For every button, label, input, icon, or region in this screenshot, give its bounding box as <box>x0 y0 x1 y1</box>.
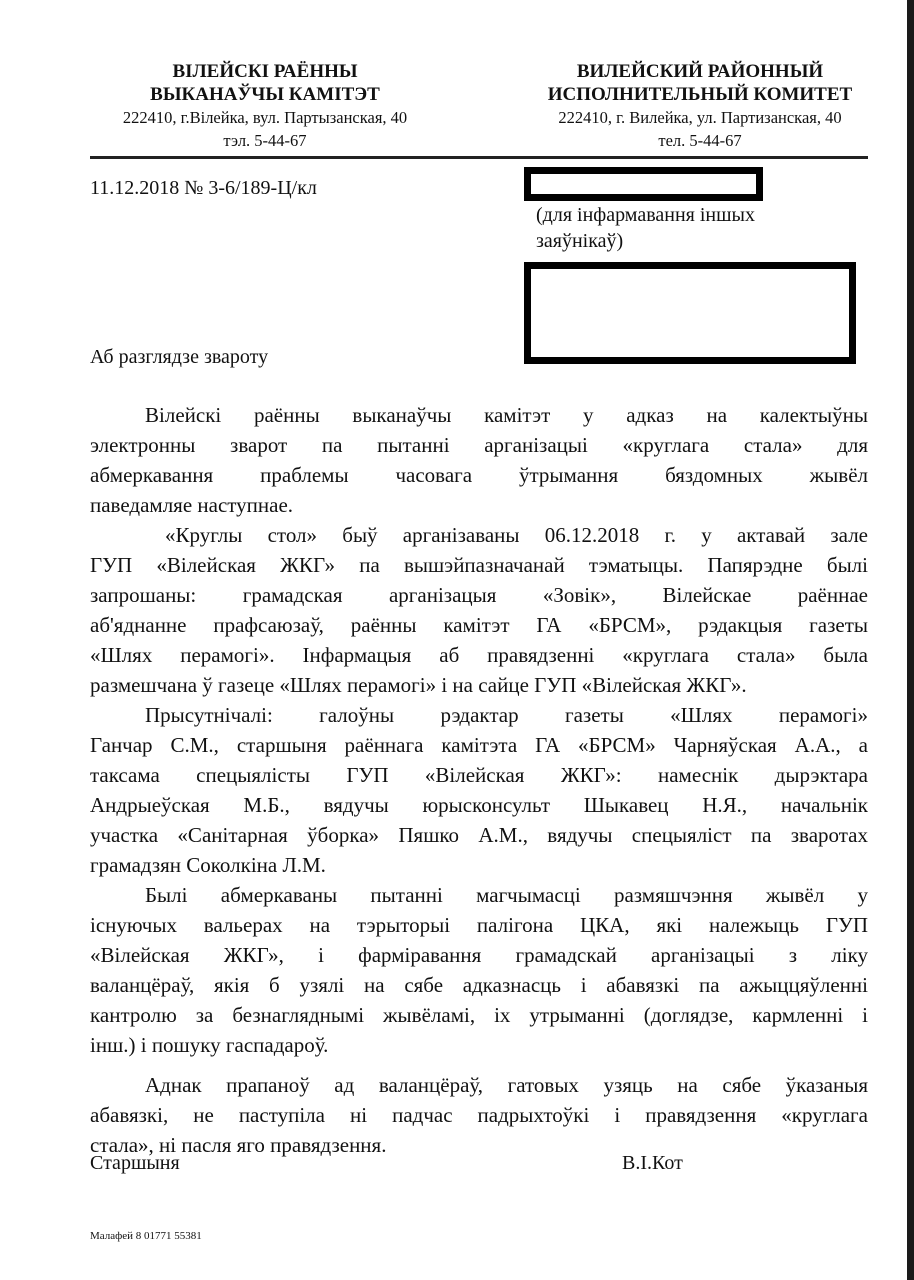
org-address: 222410, г. Вилейка, ул. Партизанская, 40 <box>558 108 842 127</box>
recipient-note-line: (для інфармавання іншых <box>536 204 755 226</box>
paragraph-line: абавязкі, не паступіла ні падчас падрыхтоўкі і правядзення «круглага <box>90 1103 868 1127</box>
paragraph-line: інш.) і пошуку гаспадароў. <box>90 1033 329 1057</box>
subject-line: Аб разглядзе звароту <box>90 346 269 368</box>
redacted-recipient-box <box>524 167 763 201</box>
org-name-line2: ВЫКАНАЎЧЫ КАМІТЭТ <box>150 84 380 105</box>
recipient-note-line: заяўнікаў) <box>536 230 624 252</box>
paragraph-line: Аднак прапаноў ад валанцёраў, гатовых узяць на сябе ўказаныя <box>145 1073 868 1097</box>
paragraph-line: размешчана ў газеце «Шлях перамогі» і на сайце ГУП «Вілейская ЖКГ». <box>90 673 747 697</box>
org-address: 222410, г.Вілейка, вул. Партызанская, 40 <box>122 108 408 127</box>
paragraph <box>90 400 868 520</box>
header-divider <box>90 156 868 159</box>
letter-body <box>90 400 868 1160</box>
paragraph-line: Вілейскі раённы выканаўчы камітэт у адказ на калектыўны <box>145 403 868 427</box>
redacted-address-box <box>524 262 856 364</box>
paragraph-line: абмеркавання праблемы часовага ўтрымання бяздомных жывёл <box>90 463 868 487</box>
org-phone: тел. 5-44-67 <box>658 131 742 150</box>
paragraph-line: існуючых вальерах на тэрыторыі палігона ЦКА, які належыць ГУП <box>90 913 868 937</box>
paragraph-line: кантролю за безнагляднымі жывёламі, іх утрыманні (доглядзе, кармленні і <box>90 1003 868 1027</box>
letterhead-russian <box>515 60 885 152</box>
paragraph-line: запрошаны: грамадская арганізацыя «Зовік», Вілейскае раённае <box>90 583 868 607</box>
paragraph-line: Андрыеўская М.Б., вядучы юрысконсульт Шыкавец Н.Я., начальнік <box>90 793 868 817</box>
paragraph-line: участка «Санітарная ўборка» Пяшко А.М., вядучы спецыяліст па зваротах <box>90 823 868 847</box>
org-name-line2: ИСПОЛНИТЕЛЬНЫЙ КОМИТЕТ <box>547 84 853 105</box>
paragraph-line: «Круглы стол» быў арганізаваны 06.12.2018 г. у актавай зале <box>165 523 868 547</box>
paragraph-line: Прысутнічалі: галоўны рэдактар газеты «Шлях перамогі» <box>145 703 868 727</box>
paragraph-line: «Шлях перамогі». Інфармацыя аб правядзенні «круглага стала» была <box>90 643 868 667</box>
paragraph <box>90 700 868 880</box>
paragraph-line: грамадзян Соколкіна Л.М. <box>90 853 326 877</box>
paragraph-line: валанцёраў, якія б узялі на сябе адказнасць і абавязкі па ажыццяўленні <box>90 973 868 997</box>
page-edge <box>907 0 914 1280</box>
paragraph-line: стала», ні пасля яго правядзення. <box>90 1133 387 1157</box>
executor-contact: Малафей 8 01771 55381 <box>90 1230 202 1242</box>
paragraph-line: аб'яднанне прафсаюзаў, раённы камітэт ГА «БРСМ», рэдакцыя газеты <box>90 613 868 637</box>
paragraph-line: паведамляе наступнае. <box>90 493 294 517</box>
paragraph-line: таксама спецыялісты ГУП «Вілейская ЖКГ»: намеснік дырэктара <box>90 763 868 787</box>
paragraph <box>90 1070 868 1160</box>
date-reference: 11.12.2018 № 3-6/189-Ц/кл <box>90 177 317 199</box>
paragraph-line: электронны зварот па пытанні арганізацыі «круглага стала» для <box>90 433 868 457</box>
org-phone: тэл. 5-44-67 <box>223 131 307 150</box>
paragraph <box>90 880 868 1060</box>
letterhead-belarusian <box>90 60 440 152</box>
org-name-line1: ВИЛЕЙСКИЙ РАЙОННЫЙ <box>576 61 824 82</box>
paragraph-line: Былі абмеркаваны пытанні магчымасці размяшчэння жывёл у <box>145 883 868 907</box>
paragraph-line: ГУП «Вілейская ЖКГ» па вышэйпазначанай тэматыцы. Папярэдне былі <box>90 553 868 577</box>
paragraph <box>90 520 868 700</box>
paragraph-line: «Вілейская ЖКГ», і фарміравання грамадскай арганізацыі з ліку <box>90 943 868 967</box>
org-name-line1: ВІЛЕЙСКІ РАЁННЫ <box>172 61 358 82</box>
paragraph-line: Ганчар С.М., старшыня раённага камітэта ГА «БРСМ» Чарняўская А.А., а <box>90 733 868 757</box>
recipient-note <box>536 202 755 254</box>
signatory-name: В.І.Кот <box>622 1152 683 1174</box>
signatory-title: Старшыня <box>90 1152 180 1174</box>
